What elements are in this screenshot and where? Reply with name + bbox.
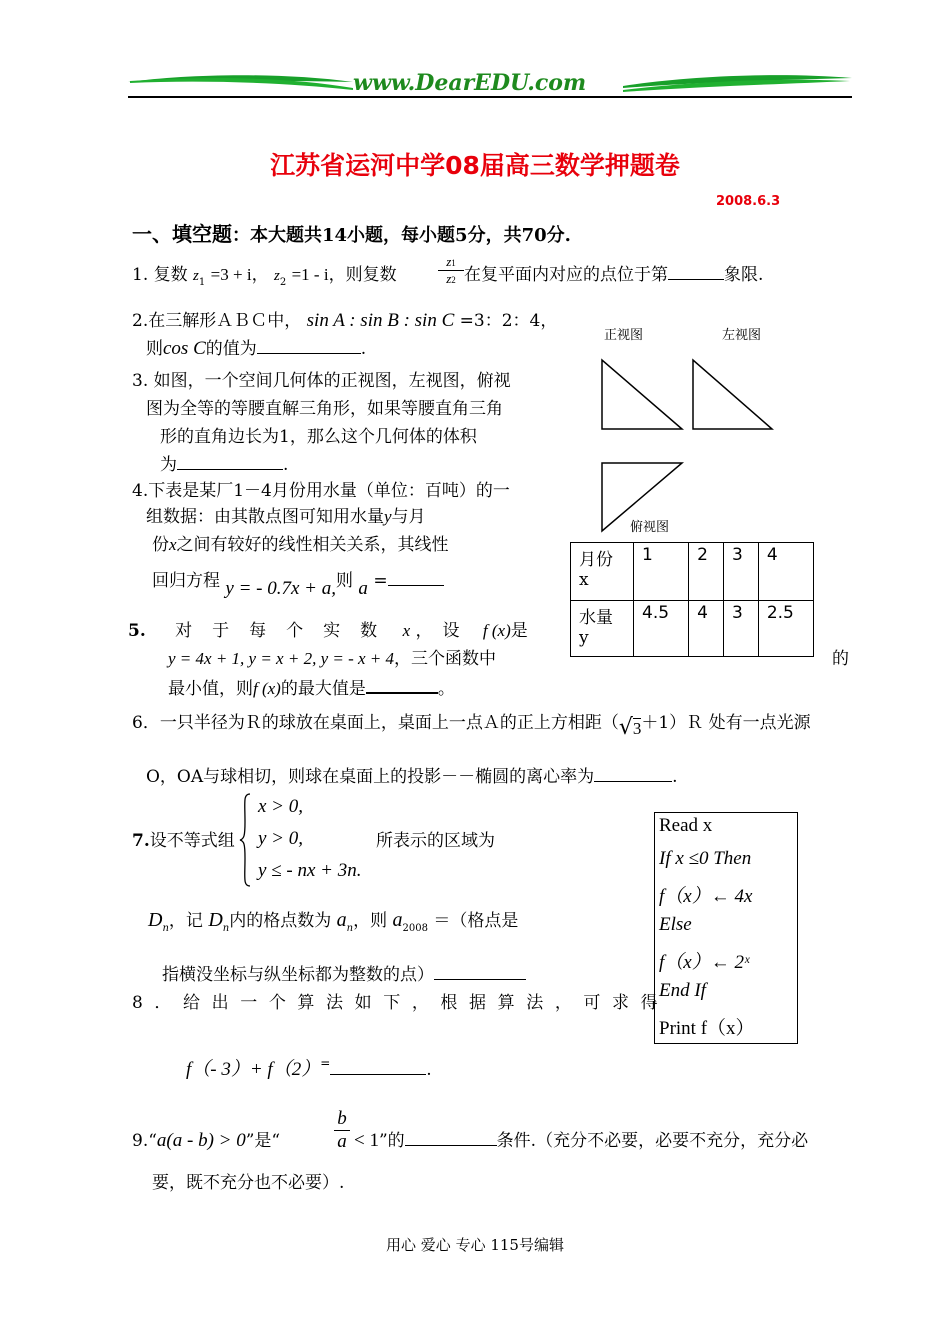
front-view-label: 正视图 — [604, 328, 644, 343]
question-4-line4: 回归方程 y = - 0.7x + a,则 a = — [152, 566, 444, 592]
question-7-line1: 7.设不等式组 — [132, 831, 235, 851]
question-3-line3: 形的直角边长为1，那么这个几何体的体积 — [160, 427, 477, 447]
q9-fraction: b a — [334, 1108, 350, 1153]
question-7-line2: $D_n$，记 $D_n$内的格点数为 $a_n$，则 $a_{2008}$ ＝（格点是 — [148, 909, 519, 934]
question-6-line1: 6．一只半径为Ｒ的球放在桌面上，桌面上一点Ａ的正上方相距（√3＋1）Ｒ 处有一点光源 — [132, 713, 811, 740]
algo-line: Read x — [659, 815, 713, 836]
table-cell: 4 — [758, 543, 813, 601]
algo-line: f（x）← 4x — [659, 886, 753, 907]
question-1: 1. 复数 $z_1 =3 + i$， $z_2 =1 - i$，则复数 — [132, 265, 397, 288]
left-view-label: 左视图 — [722, 328, 762, 343]
water-usage-table — [570, 542, 814, 657]
table-header-month: 月份 x — [571, 543, 634, 601]
answer-blank[interactable] — [594, 767, 672, 782]
inequality-1: x > 0, — [258, 796, 304, 817]
page-footer: 用心 爱心 专心 115号编辑 — [386, 1236, 564, 1254]
table-cell: 4.5 — [634, 601, 689, 657]
answer-blank[interactable] — [257, 339, 361, 354]
table-cell: 4 — [689, 601, 724, 657]
table-cell: 2 — [689, 543, 724, 601]
answer-blank[interactable] — [330, 1060, 426, 1075]
section-desc: ：本大题共14小题，每小题5分，共70分. — [232, 225, 571, 246]
q1-fraction: z1 z2 — [438, 254, 464, 287]
question-3-line2: 图为全等的等腰直解三角形，如果等腰直角三角 — [146, 399, 503, 419]
question-4-line3: 份x之间有较好的线性相关关系，其线性 — [152, 535, 449, 555]
answer-blank[interactable] — [668, 265, 724, 280]
inequality-2: y > 0, — [258, 828, 304, 849]
exam-date: 2008.6.3 — [716, 194, 781, 209]
question-3-line1: 3. 如图，一个空间几何体的正视图，左视图，俯视 — [132, 371, 511, 391]
section-title: 一、填空题 — [132, 222, 232, 246]
algo-line: End If — [659, 980, 706, 1001]
sqrt-symbol: √ — [618, 715, 633, 740]
algorithm-box — [654, 812, 798, 1044]
question-2: 2.在三解形ＡＢＣ中， sin A : sin B : sin C =3：2：4， — [132, 310, 558, 331]
question-3-line4: 为 . — [160, 455, 289, 475]
question-5-line3: 最小值，则f (x)的最大值是 。 — [168, 679, 455, 699]
table-cell: 3 — [723, 601, 758, 657]
three-view-diagram — [596, 355, 786, 535]
question-6-line2: O，OA与球相切，则球在桌面上的投影－－椭圆的离心率为 . — [146, 767, 678, 787]
brace — [238, 792, 252, 888]
inequality-3: y ≤ - nx + 3n. — [258, 860, 362, 881]
answer-blank[interactable] — [405, 1131, 497, 1146]
site-logo-text[interactable]: www.DearEDU.com — [353, 70, 587, 96]
table-cell: 1 — [634, 543, 689, 601]
question-9-line1: 9.“a(a - b) > 0”是“ — [132, 1130, 281, 1151]
answer-blank[interactable] — [177, 455, 283, 470]
left-view-triangle — [693, 360, 772, 429]
front-view-triangle — [602, 360, 682, 429]
question-7-line3: 指横没坐标与纵坐标都为整数的点） — [162, 960, 526, 985]
question-9-line2: 要，既不充分也不必要）. — [152, 1173, 345, 1193]
table-header-water: 水量 y — [571, 601, 634, 657]
question-8-line1: 8．给出一个算法如下，根据算法，可求得 — [132, 993, 670, 1013]
table-cell: 2.5 — [758, 601, 813, 657]
header-rule — [128, 96, 852, 98]
q1-tail: 在复平面内对应的点位于第 象限. — [464, 265, 764, 285]
answer-blank[interactable] — [388, 571, 444, 586]
question-5-de: 的 — [832, 649, 849, 669]
page-title: 江苏省运河中学08届高三数学押题卷 — [270, 151, 680, 180]
question-5-line1: 5. 对于每个实数 x ，设 f (x)是 — [128, 621, 528, 641]
question-4-line1: 4.下表是某厂1－4月份用水量（单位：百吨）的一 — [132, 481, 510, 501]
table-cell: 3 — [723, 543, 758, 601]
section-heading — [132, 218, 571, 247]
question-8-line2: f（- 3）+ f（2）= . — [186, 1056, 432, 1080]
algo-line: If x ≤0 Then — [659, 848, 752, 869]
algo-line: Else — [659, 914, 692, 935]
question-2-line2: 则cos C的值为 . — [146, 338, 367, 359]
top-view-label: 俯视图 — [630, 520, 670, 535]
question-7-region: 所表示的区域为 — [376, 831, 495, 851]
algo-line: f（x）← 2ˣ — [659, 952, 750, 973]
answer-blank[interactable] — [366, 678, 438, 694]
answer-blank[interactable] — [434, 965, 526, 980]
question-9-tail: < 1”的 条件.（充分不必要，必要不充分，充分必 — [354, 1130, 809, 1151]
algo-line: Print f（x） — [659, 1018, 755, 1039]
question-4-line2: 组数据：由其散点图可知用水量y与月 — [146, 507, 426, 527]
question-5-line2: y = 4x + 1, y = x + 2, y = - x + 4，三个函数中 — [168, 649, 497, 669]
